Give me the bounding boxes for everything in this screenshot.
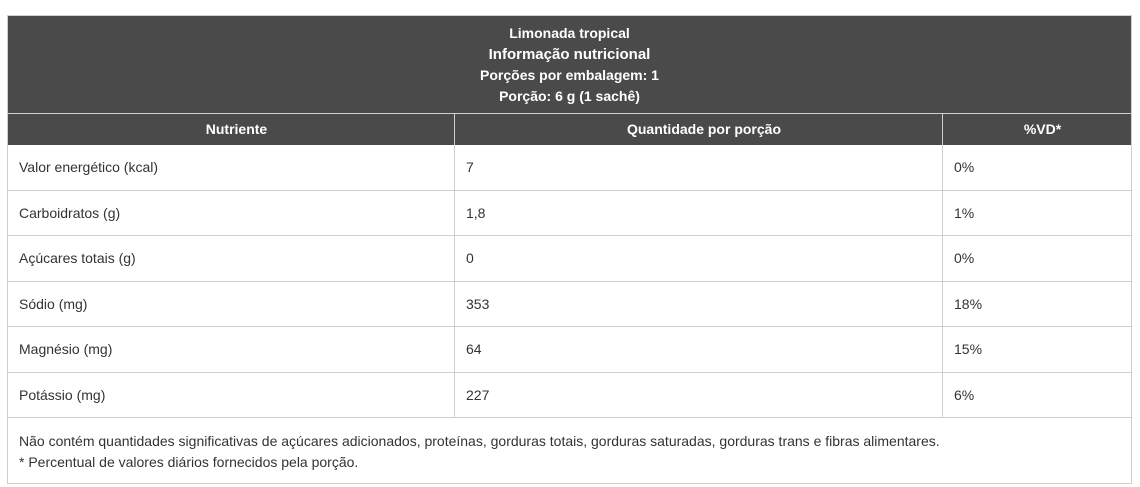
nutrient-cell: Carboidratos (g)	[8, 191, 455, 236]
column-header-dv: %VD*	[1023, 121, 1062, 137]
table-footer	[8, 417, 1131, 483]
amount-cell: 353	[455, 282, 943, 327]
table-row	[8, 326, 1131, 372]
column-header-row	[8, 113, 1131, 145]
amount-cell: 1,8	[455, 191, 943, 236]
amount-cell: 7	[455, 145, 943, 190]
dv-cell: 18%	[954, 295, 983, 312]
table-row	[8, 235, 1131, 281]
table-title: Informação nutricional	[488, 46, 651, 63]
column-header-nutrient: Nutriente	[8, 114, 455, 145]
table-row	[8, 281, 1131, 327]
footnote-daily-value: * Percentual de valores diários fornecidos pela porção.	[19, 454, 359, 470]
dv-cell: 6%	[954, 386, 975, 403]
nutrient-cell: Açúcares totais (g)	[8, 236, 455, 281]
amount-cell: 0	[455, 236, 943, 281]
dv-cell: 15%	[954, 341, 983, 357]
table-row	[8, 372, 1131, 418]
amount-cell: 64	[455, 327, 943, 372]
product-name: Limonada tropical	[509, 25, 630, 41]
servings-per-package: Porções por embalagem: 1	[480, 67, 659, 83]
nutrient-cell: Potássio (mg)	[8, 373, 455, 418]
nutrition-facts-table	[7, 15, 1132, 484]
dv-cell: 0%	[954, 159, 975, 175]
table-body	[8, 145, 1131, 417]
table-row	[8, 145, 1131, 190]
table-header	[8, 16, 1131, 113]
dv-cell: 0%	[954, 250, 975, 266]
table-row	[8, 190, 1131, 236]
portion-size: Porção: 6 g (1 sachê)	[499, 88, 640, 104]
footnote-not-significant: Não contém quantidades significativas de açúcares adicionados, proteínas, gorduras totais, gorduras saturadas, gorduras trans e fibras alimentares.	[19, 433, 940, 449]
nutrient-cell: Magnésio (mg)	[8, 327, 455, 372]
dv-cell: 1%	[954, 204, 975, 221]
column-header-amount: Quantidade por porção	[455, 114, 943, 145]
nutrient-cell: Valor energético (kcal)	[8, 145, 455, 190]
nutrient-cell: Sódio (mg)	[8, 282, 455, 327]
amount-cell: 227	[455, 373, 943, 418]
